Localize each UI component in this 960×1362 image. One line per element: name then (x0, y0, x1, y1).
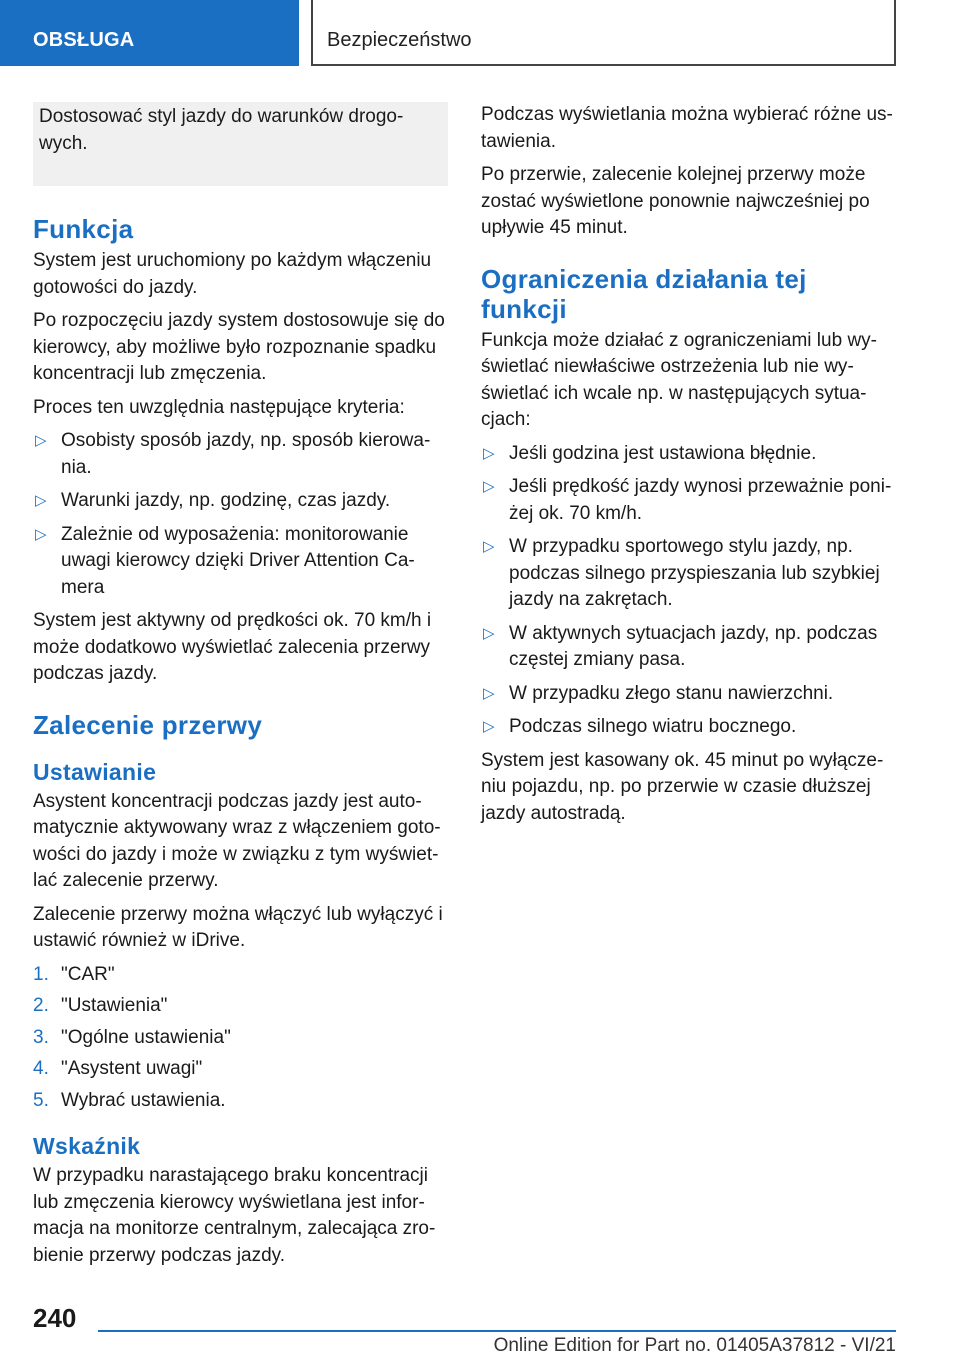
triangle-right-icon: ▷ (35, 525, 47, 543)
list-item: ▷ Zależnie od wyposażenia: monitorowanie uwagi kierowcy dzięki Driver Attention Camera (35, 523, 415, 598)
list-item: ▷ Jeśli prędkość jazdy wynosi przeważnie poniżej ok. 70 km/h. (483, 476, 892, 524)
step-item: 1. "CAR" (33, 963, 115, 985)
paragraph: System jest kasowany ok. 45 minut po wyłączeniu pojazdu, np. po przerwie w czasie dłuższej jazdy autostradą. (481, 749, 884, 824)
section-title: OBSŁUGA (33, 29, 135, 51)
triangle-right-icon: ▷ (483, 684, 495, 702)
left-column (33, 102, 448, 1276)
paragraph: Proces ten uwzględnia następujące kryteria: (33, 396, 405, 418)
right-column (481, 102, 896, 834)
limits-list (481, 441, 896, 741)
triangle-right-icon: ▷ (483, 444, 495, 462)
heading-wskaznik: Wskaźnik (33, 1133, 141, 1159)
step-item: 3. "Ogólne ustawienia" (33, 1026, 231, 1048)
section-tab (0, 0, 299, 66)
list-item: ▷ Osobisty sposób jazdy, np. sposób kierowania. (35, 430, 431, 478)
list-item: ▷ Jeśli godzina jest ustawiona błędnie. (481, 441, 896, 468)
triangle-right-icon: ▷ (483, 478, 495, 495)
step-item: 2. "Ustawienia" (33, 995, 168, 1016)
chapter-title: Bezpieczeństwo (327, 29, 472, 51)
paragraph: Po przerwie, zalecenie kolejnej przerwy może zostać wyświetlone ponownie najwcześniej po upływie 45 minut. (481, 164, 870, 238)
page-number: 240 (33, 1303, 77, 1333)
steps-list (33, 962, 448, 1115)
heading-zalecenie-przerwy: Zalecenie przerwy (33, 709, 263, 740)
triangle-right-icon: ▷ (483, 538, 495, 555)
note-text: Dostosować styl jazdy do warunków drogowych. (39, 106, 404, 154)
paragraph: System jest aktywny od prędkości ok. 70 km/h i może dodatkowo wyświetlać zalecenia przerwy podczas jazdy. (33, 610, 432, 684)
step-item: 4. "Asystent uwagi" (33, 1058, 203, 1079)
list-item: ▷ Podczas silnego wiatru bocznego. (481, 714, 896, 741)
page-header (0, 0, 960, 66)
triangle-right-icon: ▷ (483, 718, 495, 735)
list-item: ▷ W aktywnych sytuacjach jazdy, np. podczas częstej zmiany pasa. (483, 622, 878, 670)
list-item: ▷ W przypadku sportowego stylu jazdy, np. podczas silnego przyspieszania lub szybkiej jazdy na zakrętach. (483, 536, 880, 610)
triangle-right-icon: ▷ (35, 492, 47, 509)
heading-ustawianie: Ustawianie (33, 758, 157, 785)
paragraph: System jest uruchomiony po każdym włączeniu gotowości do jazdy. (33, 250, 432, 298)
step-item: 5. Wybrać ustawienia. (33, 1089, 226, 1111)
list-item: ▷ Warunki jazdy, np. godzinę, czas jazdy. (33, 488, 448, 515)
footer-divider (98, 1330, 896, 1332)
paragraph: W przypadku narastającego braku koncentracji lub zmęczenia kierowcy wyświetlana jest informacja na monitorze centralnym, zalecająca zrobienie przerwy podczas jazdy. (33, 1165, 436, 1266)
paragraph: Asystent koncentracji podczas jazdy jest automatycznie aktywowany wraz z włączeniem gotowości do jazdy i może w związku z tym wyświetlać zalecenie przerwy. (33, 790, 441, 891)
edition-label: Online Edition for Part no. 01405A37812 - VI/21 (493, 1335, 896, 1356)
list-item: ▷ W przypadku złego stanu nawierzchni. (481, 681, 896, 708)
paragraph: Podczas wyświetlania można wybierać różne ustawienia. (481, 104, 893, 152)
note-box (33, 102, 448, 186)
chapter-tab (311, 0, 896, 66)
triangle-right-icon: ▷ (35, 432, 47, 449)
criteria-list (33, 428, 448, 601)
heading-ograniczenia: Ograniczenia działania tej funkcji (481, 263, 807, 324)
heading-funkcja: Funkcja (33, 214, 134, 244)
paragraph: Zalecenie przerwy można włączyć lub wyłączyć i ustawić również w iDrive. (33, 903, 443, 951)
paragraph: Po rozpoczęciu jazdy system dostosowuje się do kierowcy, aby możliwe było rozpoznanie spadku koncentracji lub zmęczenia. (33, 310, 445, 384)
triangle-right-icon: ▷ (483, 624, 495, 642)
paragraph: Funkcja może działać z ograniczeniami lub wyświetlać niewłaściwe ostrzeżenia lub nie wyświetlać ich wcale np. w następujących sytuacjach: (481, 329, 877, 430)
